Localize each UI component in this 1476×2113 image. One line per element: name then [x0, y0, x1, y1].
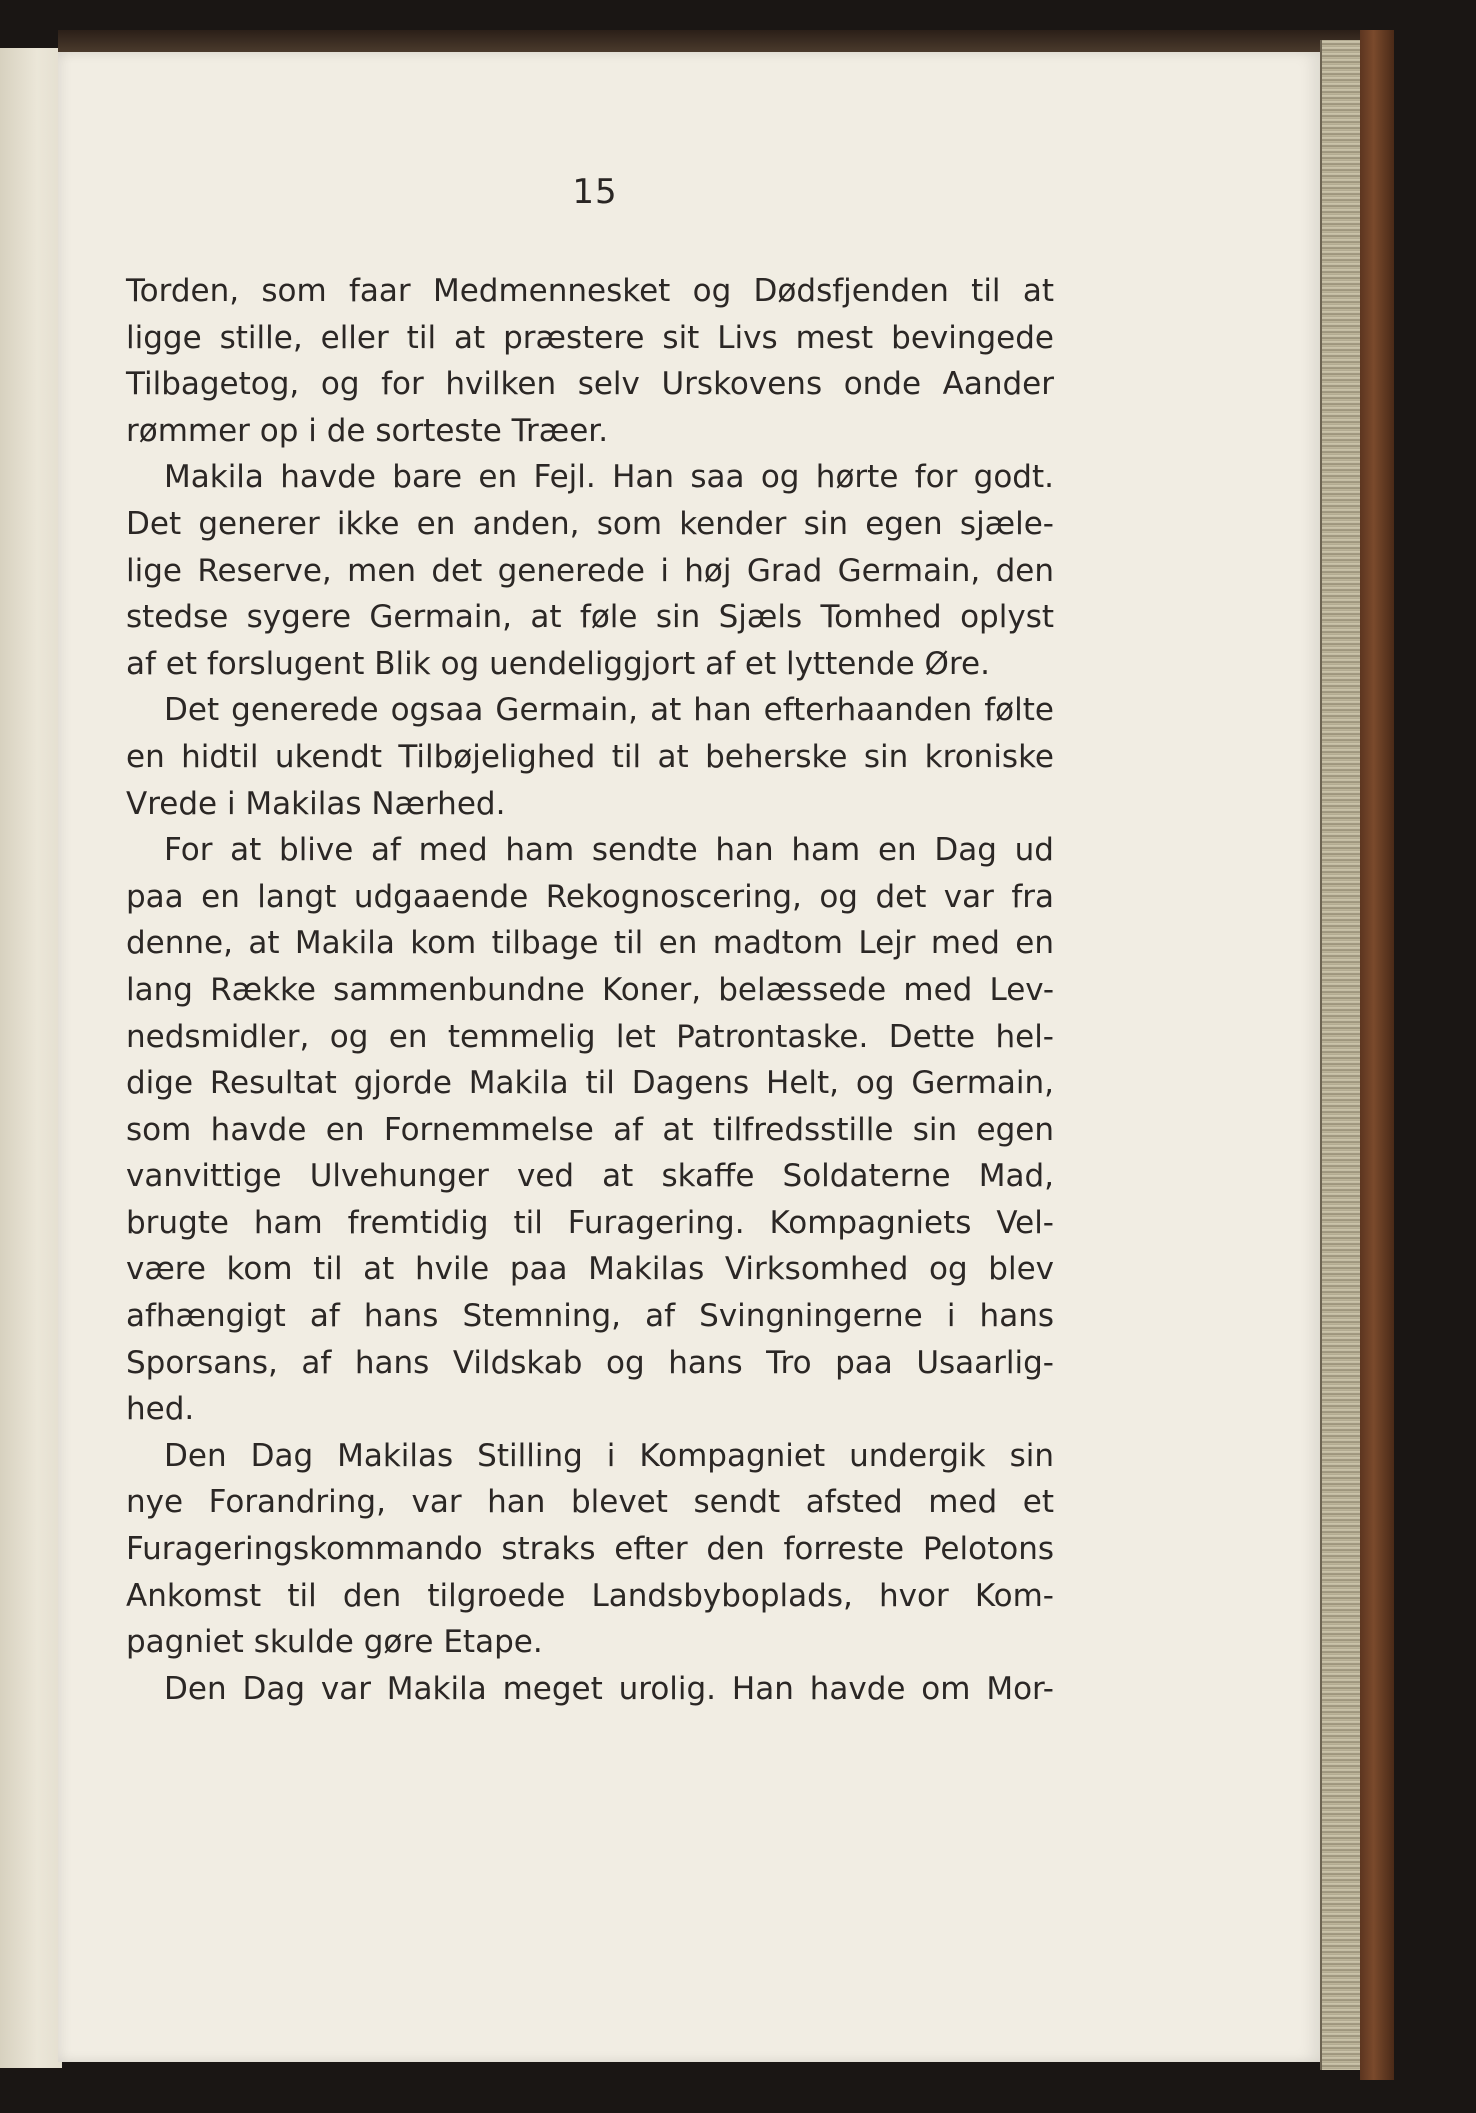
text-line: Ankomst til den tilgroede Landsbyboplads, hvor Kom- [126, 1577, 1054, 1614]
text-line: lang Række sammenbundne Koner, belæssede med Lev- [126, 971, 1054, 1008]
page-number: 15 [572, 172, 618, 212]
text-line: vanvittige Ulvehunger ved at skaffe Soldaterne Mad, [126, 1158, 1054, 1195]
text-line: ligge stille, eller til at præstere sit Livs mest bevingede [126, 319, 1054, 356]
text-line: Makila havde bare en Fejl. Han saa og hørte for godt. [164, 459, 1054, 496]
text-line: denne, at Makila kom tilbage til en madtom Lejr med en [126, 925, 1054, 962]
text-line: rømmer op i de sorteste Træer. [126, 412, 609, 449]
text-line: Furageringskommando straks efter den forreste Pelotons [126, 1531, 1054, 1568]
text-line: Det generede ogsaa Germain, at han efterhaanden følte [164, 692, 1054, 729]
text-line: Torden, som faar Medmennesket og Dødsfjenden til at [126, 273, 1054, 309]
text-line: Tilbagetog, og for hvilken selv Urskovens onde Aander [126, 366, 1054, 403]
text-line: nye Forandring, var han blevet sendt afsted med et [126, 1484, 1054, 1521]
book-cover-top [58, 30, 1394, 52]
book-cover-spine [1360, 30, 1394, 2080]
text-line: en hidtil ukendt Tilbøjelighed til at beherske sin kroniske [126, 738, 1054, 775]
page-edges [1320, 40, 1362, 2070]
text-line: stedse sygere Germain, at føle sin Sjæls Tomhed oplyst [126, 599, 1054, 636]
text-line: lige Reserve, men det generede i høj Grad Germain, den [126, 552, 1054, 589]
text-line: brugte ham fremtidig til Furagering. Kompagniets Vel- [126, 1204, 1054, 1241]
text-line: paa en langt udgaaende Rekognoscering, og det var fra [126, 878, 1054, 915]
text-line: Sporsans, af hans Vildskab og hans Tro paa Usaarlig- [126, 1344, 1054, 1381]
text-line: som havde en Fornemmelse af at tilfredsstille sin egen [126, 1111, 1054, 1148]
text-line: afhængigt af hans Stemning, af Svingningerne i hans [126, 1298, 1054, 1335]
body-text [126, 268, 1054, 1712]
text-line: Det generer ikke en anden, som kender sin egen sjæle- [126, 505, 1054, 542]
text-line: pagniet skulde gøre Etape. [126, 1624, 543, 1661]
text-line: dige Resultat gjorde Makila til Dagens Helt, og Germain, [126, 1065, 1054, 1102]
previous-page-edge [0, 48, 62, 2068]
text-line: være kom til at hvile paa Makilas Virksomhed og blev [126, 1251, 1054, 1288]
text-line: af et forslugent Blik og uendeliggjort af et lyttende Øre. [126, 645, 990, 682]
text-line: nedsmidler, og en temmelig let Patrontaske. Dette hel- [126, 1018, 1054, 1055]
text-line: hed. [126, 1391, 195, 1428]
text-line: Vrede i Makilas Nærhed. [126, 785, 506, 822]
text-line: Den Dag var Makila meget urolig. Han havde om Mor- [164, 1670, 1054, 1707]
text-line: Den Dag Makilas Stilling i Kompagniet undergik sin [164, 1437, 1054, 1474]
text-line: For at blive af med ham sendte han ham en Dag ud [164, 832, 1054, 869]
